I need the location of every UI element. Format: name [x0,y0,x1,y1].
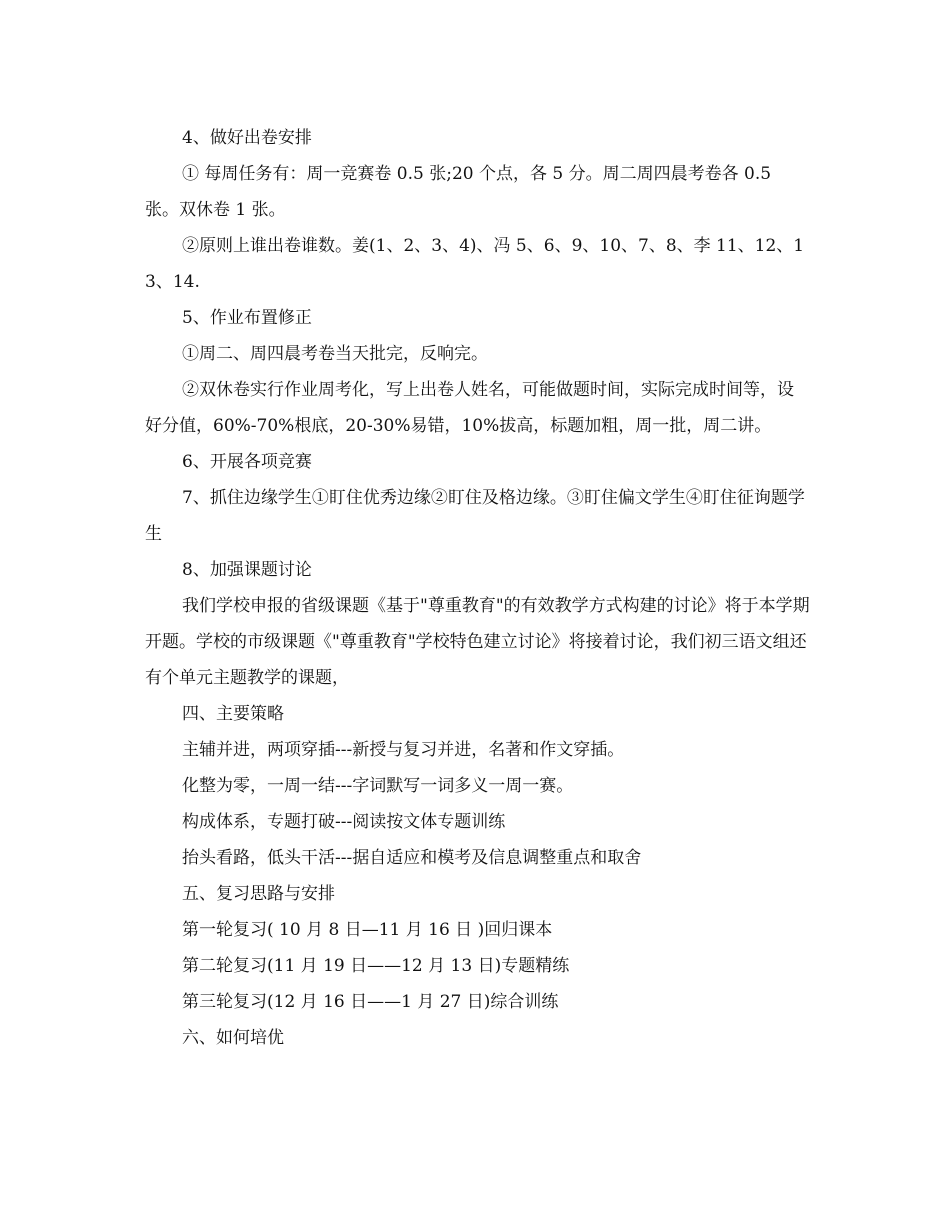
strategy-item: 抬头看路，低头干活---据自适应和模考及信息调整重点和取舍 [182,848,642,868]
heading-research: 8、加强课题讨论 [182,560,312,580]
strategy-item: 构成体系，专题打破---阅读按文体专题训练 [182,812,506,832]
review-round-item: 第三轮复习(12 月 16 日——1 月 27 日)综合训练 [182,992,559,1012]
paragraph-morning-exam: ①周二、周四晨考卷当天批完，反响完。 [182,344,488,364]
strategy-item: 主辅并进，两项穿插---新授与复习并进，名著和作文穿插。 [182,740,625,760]
strategy-item: 化整为零，一周一结---字词默写一词多义一周一赛。 [182,776,574,796]
heading-homework-revision: 5、作业布置修正 [182,308,312,328]
heading-exam-arrangement: 4、做好出卷安排 [182,128,312,148]
heading-review-plan: 五、复习思路与安排 [182,884,335,904]
paragraph-marginal-students: 7、抓住边缘学生①盯住优秀边缘②盯住及格边缘。③盯住偏文学生④盯住征询题学生 [145,488,805,544]
heading-competitions: 6、开展各项竞赛 [182,452,312,472]
paragraph-weekend-exam: ②双休卷实行作业周考化，写上出卷人姓名，可能做题时间，实际完成时间等，设好分值，60%-70%根底，20-30%易错，10%拔高，标题加粗，周一批，周二讲。 [145,380,794,436]
document-body [145,120,810,1056]
review-round-item: 第一轮复习( 10 月 8 日—11 月 16 日 )回归课本 [182,920,553,940]
paragraph-weekly-tasks: ① 每周任务有：周一竞赛卷 0.5 张;20 个点，各 5 分。周二周四晨考卷各 0.5 张。双休卷 1 张。 [145,164,772,220]
review-round-item: 第二轮复习(11 月 19 日——12 月 13 日)专题精练 [182,956,570,976]
paragraph-research-topics: 我们学校申报的省级课题《基于"尊重教育"的有效教学方式构建的讨论》将于本学期开题。学校的市级课题《"尊重教育"学校特色建立讨论》将接着讨论，我们初三语文组还有个单元主题教学的课题， [145,596,810,688]
heading-main-strategies: 四、主要策略 [182,704,284,724]
paragraph-exam-principle: ②原则上谁出卷谁数。姜(1、2、3、4)、冯 5、6、9、10、7、8、李 11、12、13、14. [145,236,805,292]
heading-top-students: 六、如何培优 [182,1028,284,1048]
